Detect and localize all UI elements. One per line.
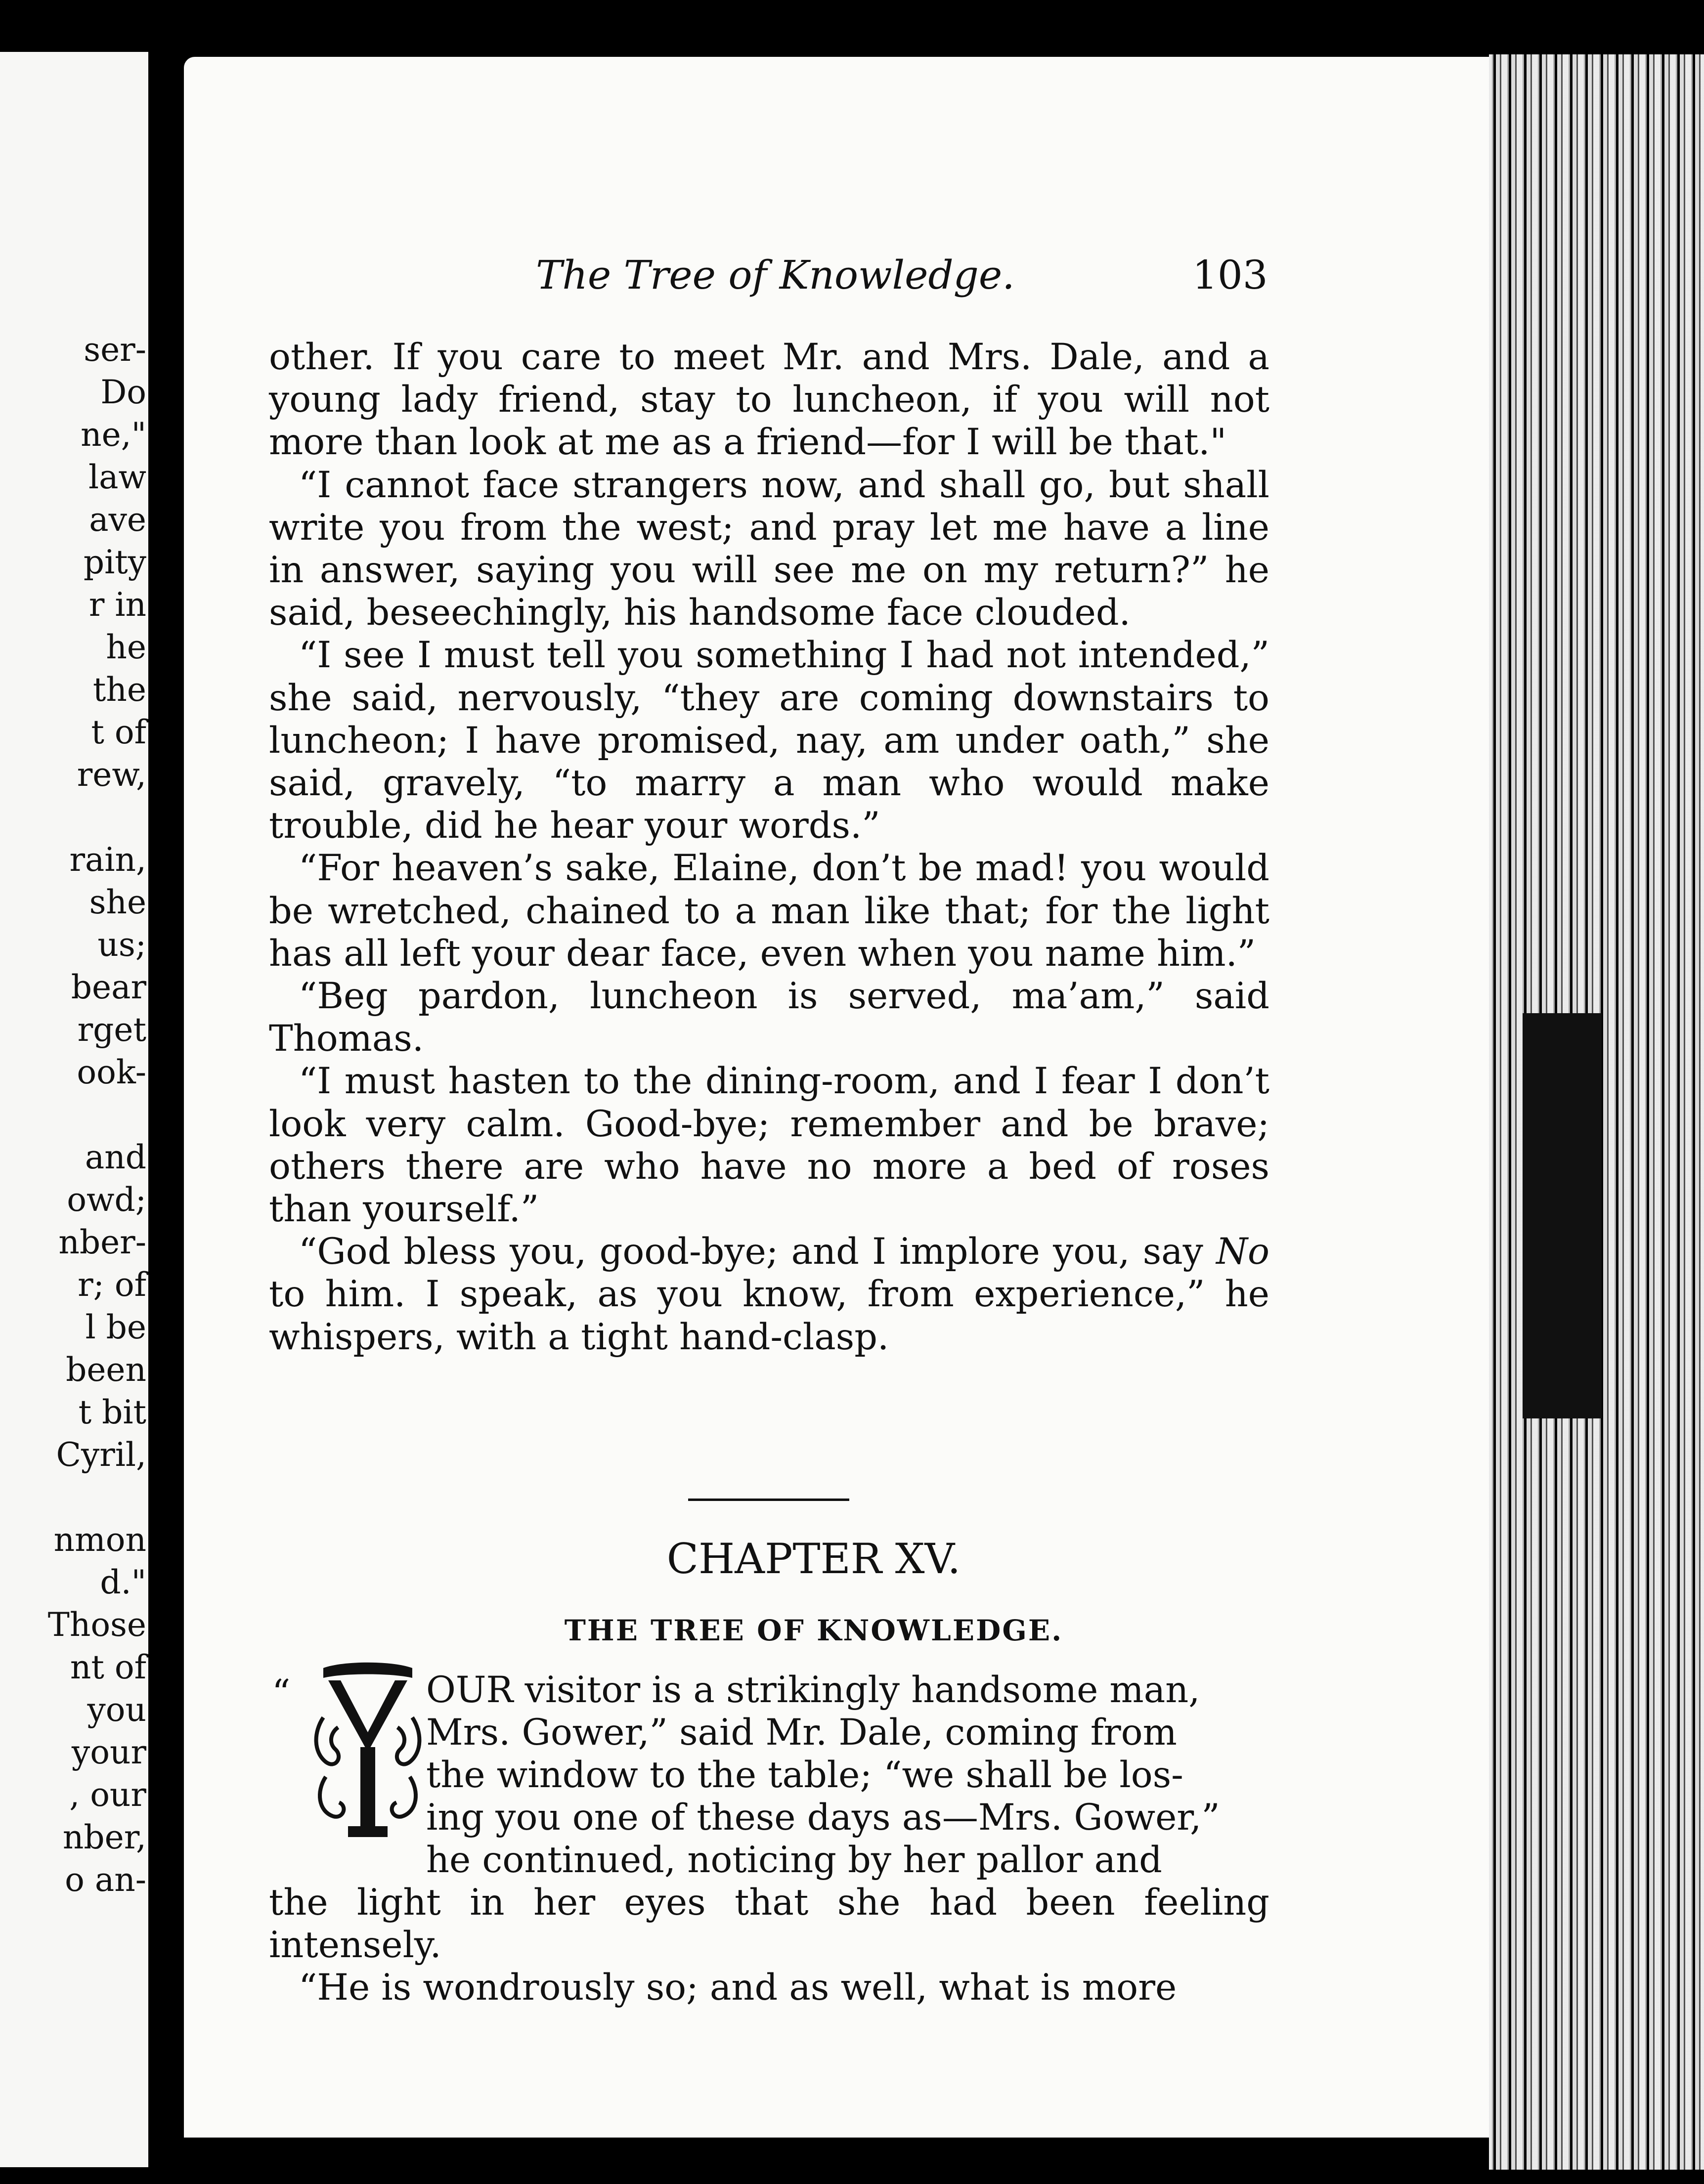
facing-page-fragment: , our [69,1776,146,1814]
facing-page-fragment: nber- [58,1223,146,1261]
paragraph [269,1231,1269,1359]
dropcap-quote: “ [272,1672,291,1714]
paragraph: “I see I must tell you something I had not intended,” she said, nervously, “they are coming downstairs to luncheon; I have promised, nay, am under oath,” she said, gravely, “to marry a man who would make trouble, did he hear your words.” [269,634,1269,847]
facing-page-fragment: d." [100,1563,146,1601]
text-line: the window to the table; “we shall be los- [426,1754,1183,1796]
text-line: OUR visitor is a strikingly handsome man, [426,1669,1200,1711]
facing-page-fragment: pity [83,543,146,581]
facing-page-fragment: Cyril, [56,1436,146,1474]
text-line: he continued, noticing by her pallor and [426,1839,1162,1881]
facing-page-fragment: been [66,1351,146,1389]
facing-page-fragment: r in [88,586,146,624]
chapter-number: CHAPTER XV. [666,1535,961,1583]
text-line: ing you one of these days as—Mrs. Gower,” [426,1797,1220,1839]
chapter-opening [269,1669,1269,2009]
text-line: Mrs. Gower,” said Mr. Dale, coming from [426,1712,1177,1754]
facing-page-fragment: rget [77,1011,146,1049]
facing-page-fragment: you [87,1691,146,1729]
facing-page-fragment: she [89,883,146,921]
facing-page-fragment: your [71,1733,146,1771]
facing-page-fragment: Do [100,373,146,411]
facing-page-fragment: us; [97,926,146,964]
facing-page-fragment: t of [91,713,146,751]
chapter-title: THE TREE OF KNOWLEDGE. [564,1614,1063,1647]
facing-page-fragment: owd; [67,1181,146,1219]
paragraph-text: “God bless you, good-bye; and I implore you, say [299,1231,1203,1273]
emphasis-no: No [1216,1231,1269,1273]
book-page [184,57,1489,2138]
paragraph: “Beg pardon, luncheon is served, ma’am,” said Thomas. [269,975,1269,1060]
paragraph: the light in her eyes that she had been feeling intensely. [269,1882,1269,1966]
body-text [269,336,1269,1359]
page-number: 103 [1192,252,1268,298]
facing-page-fragment: rain, [69,841,146,879]
facing-page-fragment: and [85,1138,146,1176]
facing-page-fragment: Those [47,1606,146,1644]
paragraph: “I cannot face strangers now, and shall go, but shall write you from the west; and pray let me have a line in answer, saying you will see me on my return?” he said, beseechingly, his handsome face clouded. [269,464,1269,634]
facing-page-fragment: ave [89,501,146,539]
paragraph: “I must hasten to the dining-room, and I fear I don’t look very calm. Good-bye; remember and be brave; others there are who have no more a bed of roses than yourself.” [269,1060,1269,1231]
facing-page-fragment: o an- [65,1861,146,1899]
facing-page-fragment: nmon [53,1521,146,1559]
facing-page-fragment: ook- [77,1053,146,1091]
running-title: The Tree of Knowledge. [536,252,1015,298]
paragraph-text: to him. I speak, as you know, from experience,” he whispers, with a tight hand-clasp. [269,1273,1269,1358]
facing-page-fragment: the [92,671,146,709]
facing-page-fragment: law [88,458,146,496]
facing-page [0,52,148,2167]
facing-page-fragment: t bit [78,1393,146,1431]
paragraph: “He is wondrously so; and as well, what is more [299,1967,1177,2009]
facing-page-fragment: rew, [77,756,146,794]
facing-page-fragment: r; of [78,1266,146,1304]
facing-page-fragment: ser- [84,331,146,369]
section-rule [688,1499,849,1501]
facing-page-fragment: bear [71,968,146,1006]
paragraph: “For heaven’s sake, Elaine, don’t be mad! you would be wretched, chained to a man like that; for the light has all left your dear face, even when you name him.” [269,847,1269,975]
facing-page-fragment: nt of [70,1648,146,1686]
facing-page-fragment: ne," [81,416,146,454]
facing-page-fragment: nber, [62,1818,146,1856]
facing-page-fragment: he [106,628,146,666]
paragraph: other. If you care to meet Mr. and Mrs. Dale, and a young lady friend, stay to luncheon, if you will not more than look at me as a friend—for I will be that." [269,336,1269,464]
facing-page-fragment: l be [85,1308,146,1346]
page-edge-shadow [1523,1013,1602,1418]
